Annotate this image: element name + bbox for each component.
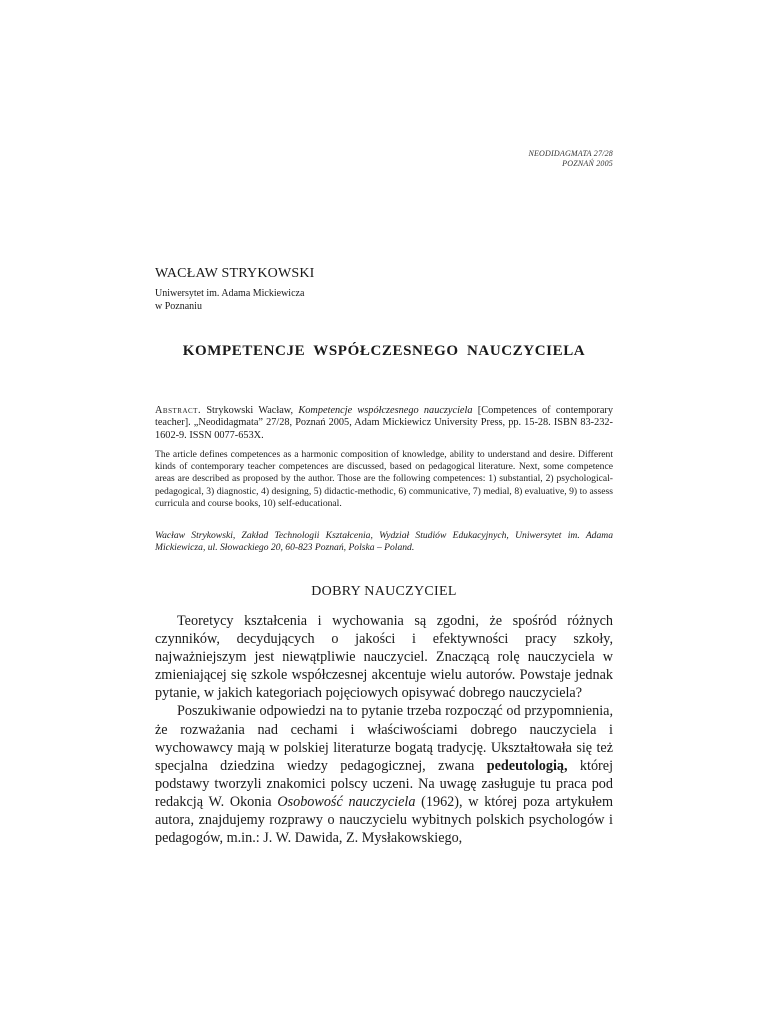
english-summary: The article defines competences as a harmonic composition of knowledge, ability to understand and desire. Different kinds of contemporary teacher competences are discussed, based on pedagogical literature. Next, some competence areas are described as proposed by the author. Those are the following competences: 1) substantial, 2) psychological-pedagogical, 3) diagnostic, 4) designing, 5) didactic-methodic, 6) communicative, 7) medial, 8) evaluative, 9) to assess curricula and course books, 10) self-educational. [155,449,613,509]
citation-author: Strykowski Wacław, [206,405,294,416]
paragraph-text: (1962), w której poza artykułem autora, znajdujemy rozprawy o nauczycielu wybitnych polskich psychologów i pedagogów, m.in.: J. W. Dawida, Z. Mysłakowskiego, [155,793,614,847]
journal-header [528,149,613,169]
author-name: WACŁAW STRYKOWSKI [155,266,315,281]
journal-name: NEODIDAGMATA 27/28 [528,149,613,158]
author-affiliation [155,287,304,313]
section-heading: DOBRY NAUCZYCIEL [311,584,457,599]
paragraph-text: Poszukiwanie odpowiedzi na to pytanie trzeba rozpocząć od przypomnienia, że rozważania nad cechami i właściwościami dobrego nauczyciela i wychowawcy mają w polskiej literaturze bogatą tradycję. Ukształtowała się też specjalna dziedzina wiedzy pedagogicznej, zwana [155,703,613,774]
citation-title: Kompetencje współczesnego nauczyciela [298,405,473,416]
article-title: KOMPETENCJE WSPÓŁCZESNEGO NAUCZYCIELA [182,343,586,359]
paragraph: Teoretycy kształcenia i wychowania są zgodni, że spośród różnych czynników, decydujących o jakości i efektywności pracy szkoły, najważniejszym jest niewątpliwie nauczyciel. Znaczącą rolę nauczyciela w zmieniającej się szkole współczesnej akcentuje wielu autorów. Powstaje jednak pytanie, w jakich kategoriach pojęciowych opisywać dobrego nauczyciela? [155,613,613,702]
book-title: Osobowość nauczyciela [277,793,416,810]
author-address: Wacław Strykowski, Zakład Technologii Kształcenia, Wydział Studiów Edukacyjnych, Uniwersytet im. Adama Mickiewicza, ul. Słowackiego 20, 60-823 Poznań, Polska – Poland. [155,530,613,554]
abstract-label: Abstract. [155,405,202,416]
citation-details: [Competences of contemporary teacher]. „Neodidagmata” 27/28, Poznań 2005, Adam Mickiewicz University Press, pp. 15-28. ISBN 83-232-1602-9. ISSN 0077-653X. [155,405,614,441]
paragraph [155,702,613,847]
body-text [155,612,613,847]
abstract [155,405,613,442]
paragraph-text: której podstawy tworzyli znakomici polscy uczeni. Na uwagę zasługuje tu praca pod redakcją W. Okonia [155,757,614,810]
journal-place-year: POZNAŃ 2005 [562,159,613,168]
affiliation-line: Uniwersytet im. Adama Mickiewicza [155,288,305,299]
affiliation-line: w Poznaniu [155,301,202,312]
term-pedeutology: pedeutologią, [486,757,568,774]
